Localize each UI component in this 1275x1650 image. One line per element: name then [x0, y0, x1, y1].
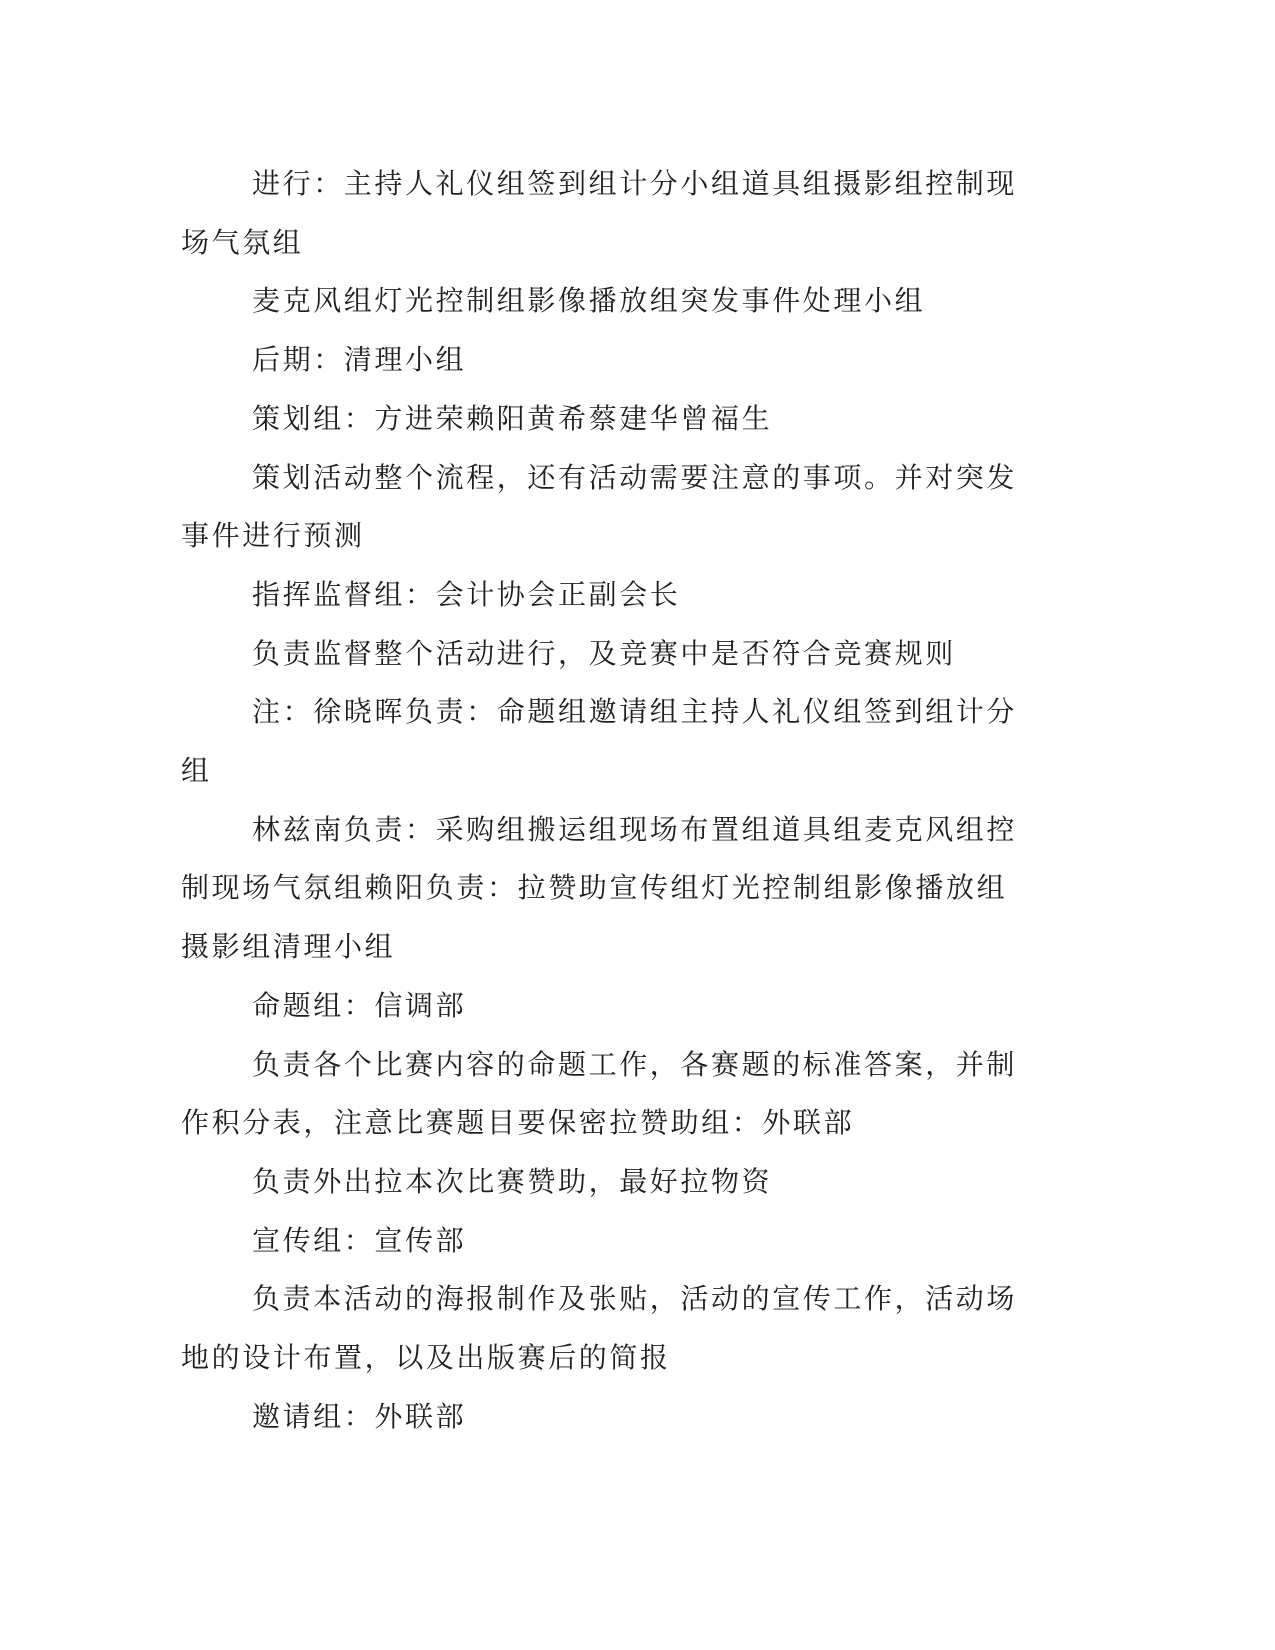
paragraph-publicity-duties: 负责本活动的海报制作及张贴，活动的宣传工作，活动场地的设计布置，以及出版赛后的简报	[181, 1282, 1018, 1375]
paragraph-planning-duties: 策划活动整个流程，还有活动需要注意的事项。并对突发事件进行预测	[181, 460, 1018, 553]
paragraph-post-event: 后期：清理小组	[252, 343, 467, 377]
paragraph-sponsor-duties: 负责外出拉本次比赛赞助，最好拉物资	[252, 1164, 773, 1198]
document-body	[181, 155, 1031, 1446]
paragraph-question-duties: 负责各个比赛内容的命题工作，各赛题的标准答案，并制作积分表，注意比赛题目要保密拉赞助组：外联部	[181, 1047, 1018, 1140]
paragraph-note-xu: 注：徐晓晖负责：命题组邀请组主持人礼仪组签到组计分组	[181, 695, 1018, 788]
paragraph-planning-group: 策划组：方进荣赖阳黄希蔡建华曾福生	[252, 401, 773, 435]
paragraph-lin-lai-duties: 林兹南负责：采购组搬运组现场布置组道具组麦克风组控制现场气氛组赖阳负责：拉赞助宣传组灯光控制组影像播放组摄影组清理小组	[181, 812, 1018, 964]
paragraph-supervision-duties: 负责监督整个活动进行，及竞赛中是否符合竞赛规则	[252, 636, 956, 670]
paragraph-supervision-group: 指挥监督组：会计协会正副会长	[252, 577, 681, 611]
paragraph-publicity-group: 宣传组：宣传部	[252, 1223, 467, 1257]
paragraph-groups-during-event: 进行：主持人礼仪组签到组计分小组道具组摄影组控制现场气氛组	[181, 167, 1018, 259]
paragraph-tech-groups: 麦克风组灯光控制组影像播放组突发事件处理小组	[252, 284, 926, 318]
paragraph-invitation-group: 邀请组：外联部	[252, 1399, 467, 1433]
paragraph-question-group: 命题组：信调部	[252, 988, 467, 1022]
